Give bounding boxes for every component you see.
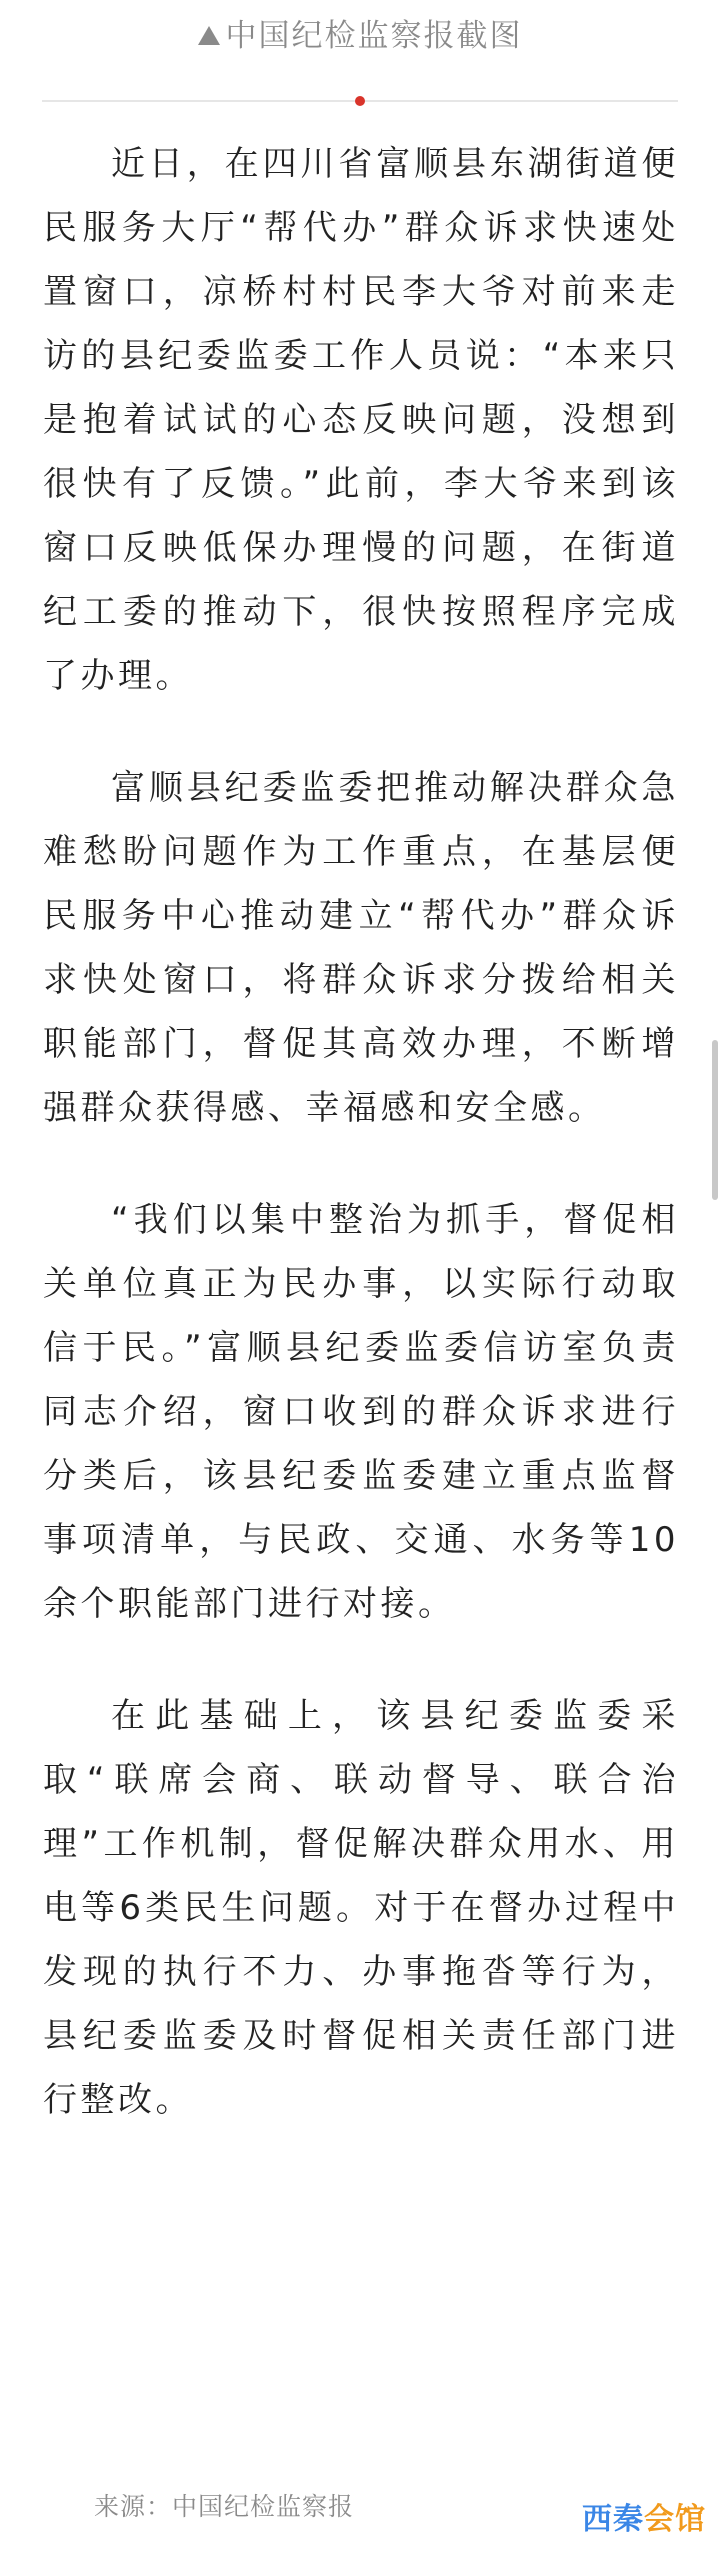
article-paragraph-2: 富顺县纪委监委把推动解决群众急难愁盼问题作为工作重点，在基层便民服务中心推动建立“帮代办”群众诉求快处窗口，将群众诉求分拨给相关职能部门，督促其高效办理，不断增强群众获得感、幸福感和安全感。 xyxy=(43,768,679,1128)
article-paragraph-3: “我们以集中整治为抓手，督促相关单位真正为民办事，以实际行动取信于民。”富顺县纪委监委信访室负责同志介绍，窗口收到的群众诉求进行分类后，该县纪委监委建立重点监督事项清单，与民政、交通、水务等10余个职能部门进行对接。 xyxy=(43,1200,679,1624)
article-paragraph-4: 在此基础上，该县纪委监委采取“联席会商、联动督导、联合治理”工作机制，督促解决群众用水、用电等6类民生问题。对于在督办过程中发现的执行不力、办事拖沓等行为，县纪委监委及时督促相关责任部门进行整改。 xyxy=(43,1696,679,2120)
image-caption xyxy=(0,14,720,58)
watermark-part-2: 会馆 xyxy=(644,2502,706,2537)
triangle-up-icon xyxy=(198,26,220,45)
article-source: 来源：中国纪检监察报 xyxy=(94,2492,355,2521)
watermark-part-1: 西秦 xyxy=(582,2502,644,2537)
red-dot-icon xyxy=(355,96,365,106)
article-body xyxy=(43,132,679,2180)
watermark-logo xyxy=(582,2500,706,2540)
scrollbar-thumb[interactable] xyxy=(712,1040,718,1200)
article-paragraph-1: 近日，在四川省富顺县东湖街道便民服务大厅“帮代办”群众诉求快速处置窗口，凉桥村村民李大爷对前来走访的县纪委监委工作人员说：“本来只是抱着试试的心态反映问题，没想到很快有了反馈。”此前，李大爷来到该窗口反映低保办理慢的问题，在街道纪工委的推动下，很快按照程序完成了办理。 xyxy=(43,144,679,696)
caption-text: 中国纪检监察报截图 xyxy=(225,18,523,54)
